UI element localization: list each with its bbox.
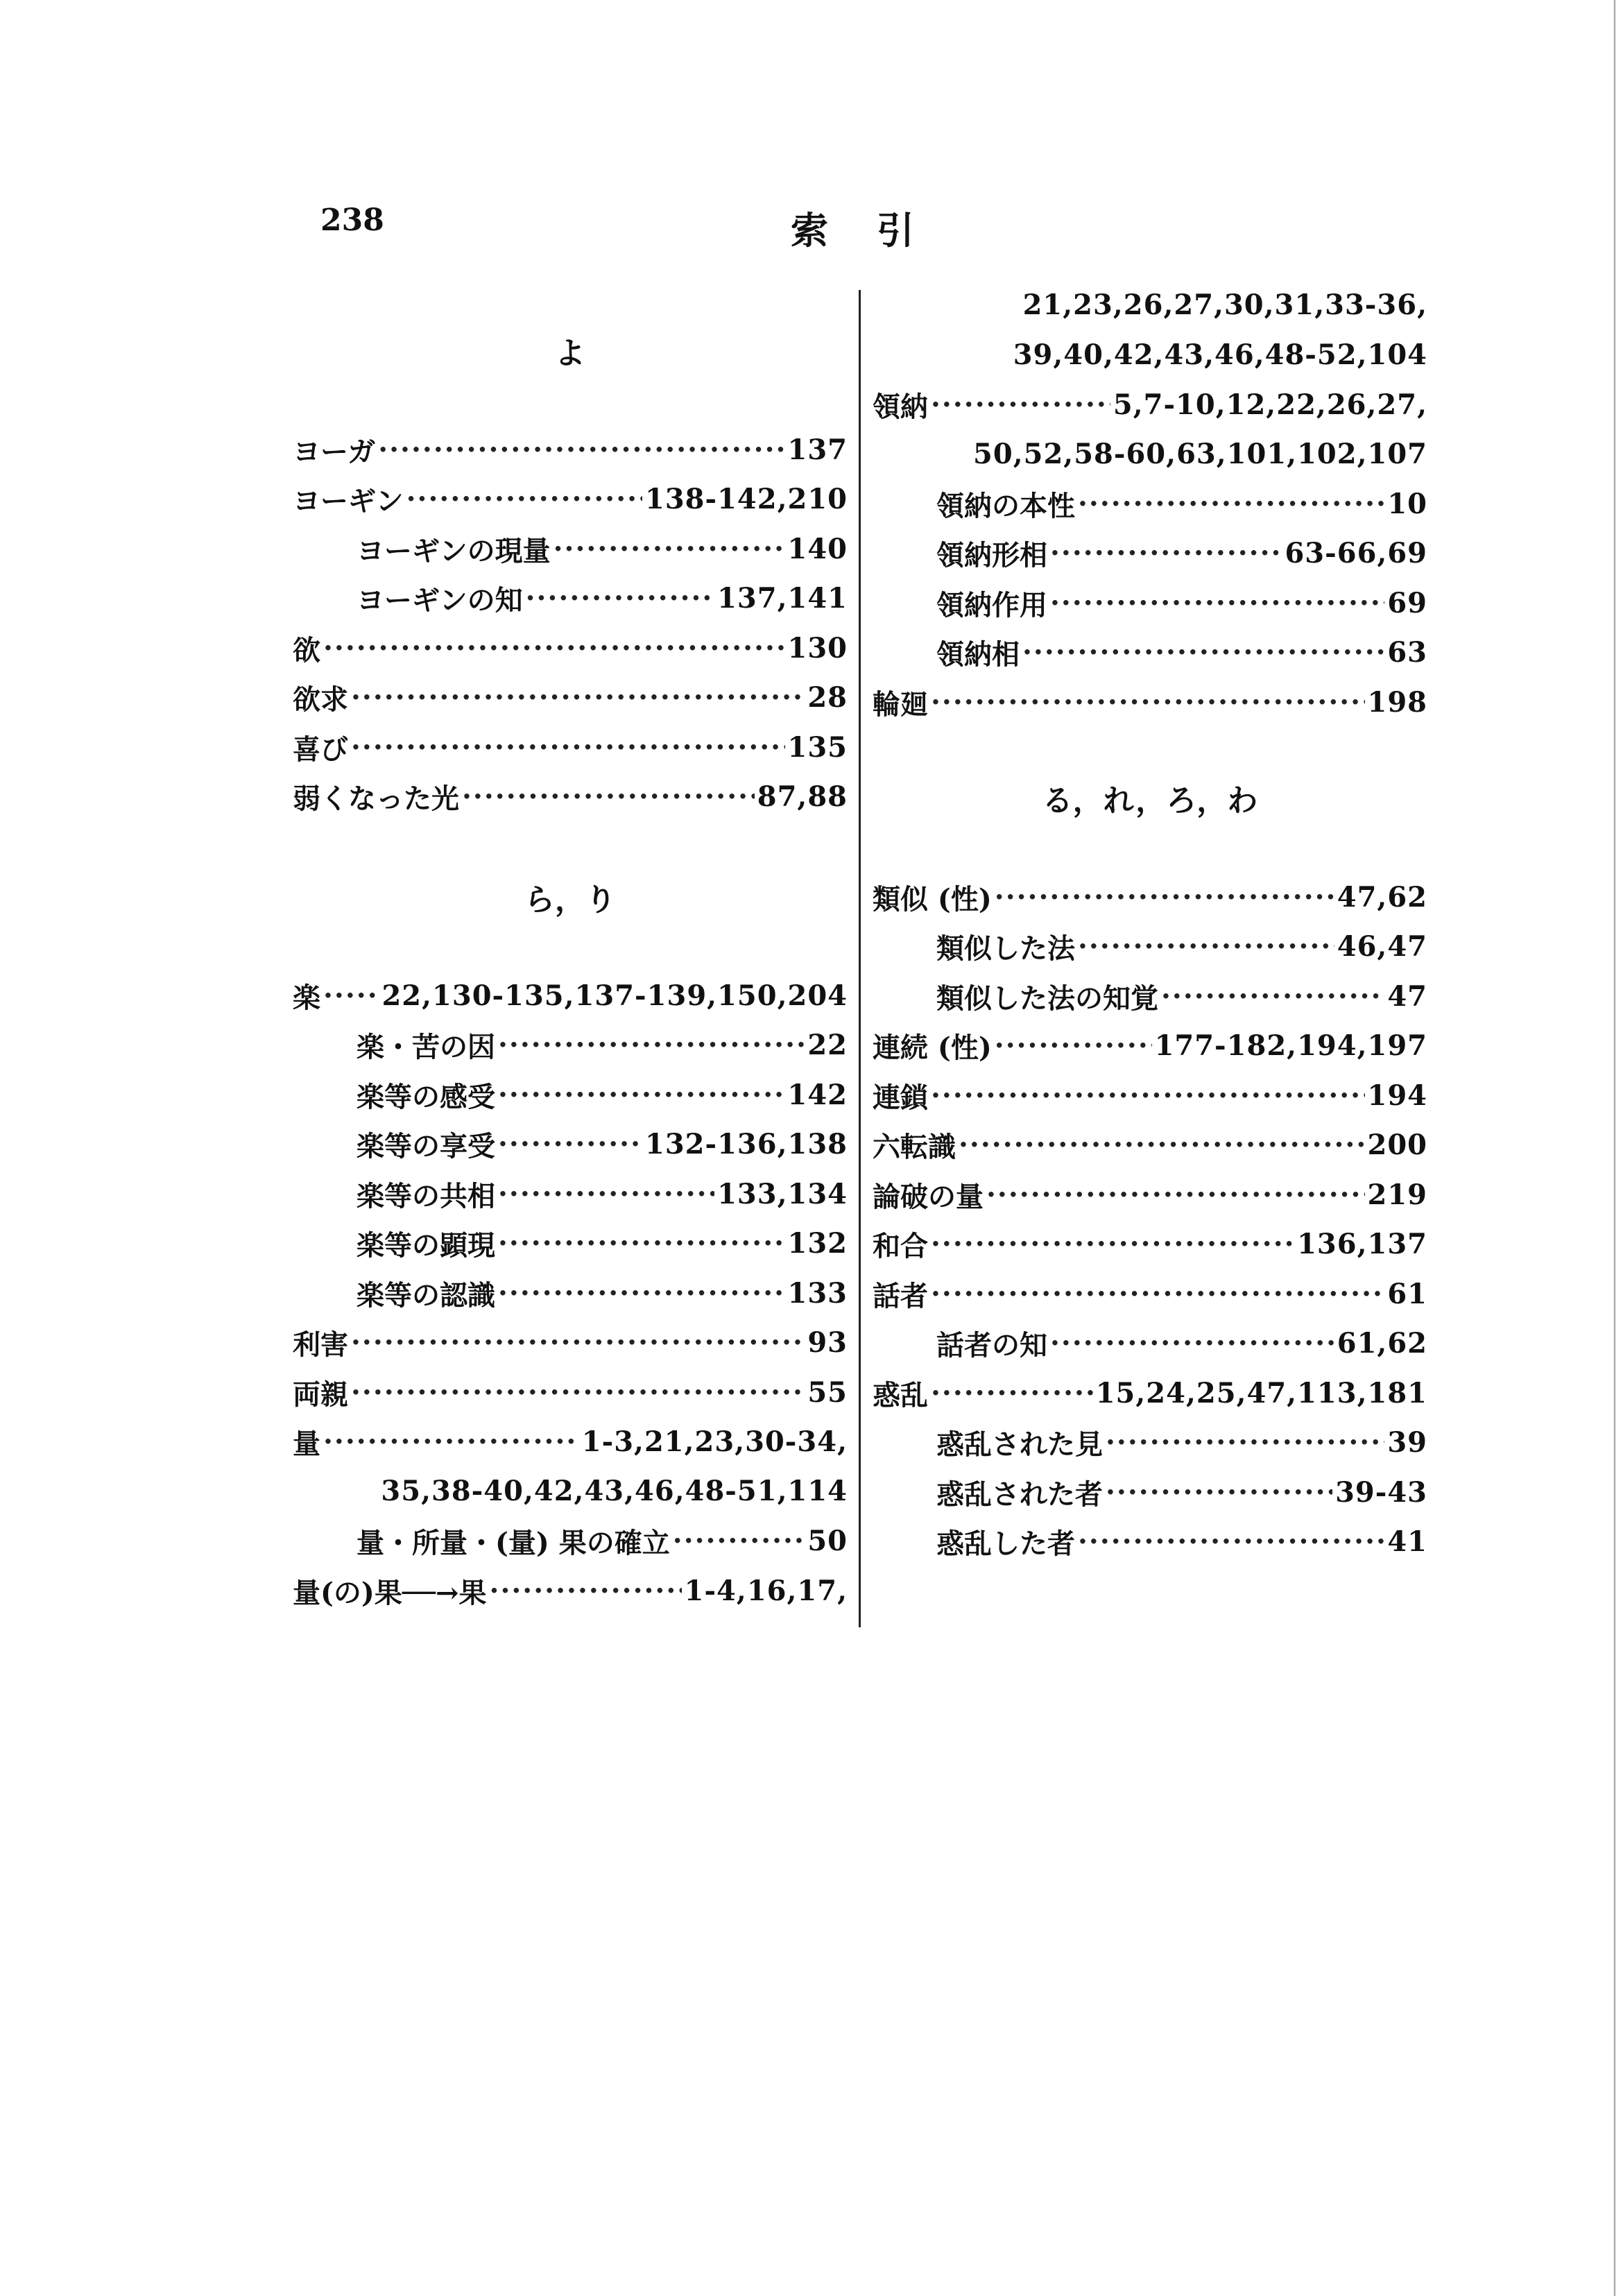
index-pages: 87,88 <box>757 780 848 813</box>
section-heading: る，れ，ろ，わ <box>1042 783 1258 819</box>
leader-dots <box>498 1227 785 1260</box>
index-pages: 46,47 <box>1337 930 1427 963</box>
index-pages: 194 <box>1367 1079 1427 1112</box>
index-subentry <box>293 1075 848 1114</box>
index-pages: 47 <box>1387 979 1427 1013</box>
index-term: 領納形相 <box>936 539 1047 572</box>
index-entry <box>873 385 1427 424</box>
leader-dots <box>351 731 785 764</box>
index-term: 連鎖 <box>873 1081 928 1114</box>
index-pages: 135 <box>787 730 848 764</box>
index-entry <box>293 728 848 766</box>
index-pages: 136,137 <box>1297 1228 1427 1260</box>
index-entry <box>293 628 848 667</box>
index-term: 惑乱された者 <box>936 1477 1103 1511</box>
index-pages: 55 <box>807 1376 848 1409</box>
leader-dots <box>1161 980 1384 1013</box>
index-term: 領納作用 <box>936 588 1047 622</box>
index-pages: 219 <box>1367 1178 1427 1211</box>
index-term: 利害 <box>293 1328 348 1361</box>
index-entry <box>293 678 848 717</box>
index-term: 領納相 <box>936 638 1020 671</box>
index-subentry <box>873 633 1427 672</box>
index-entry <box>293 430 848 469</box>
leader-dots <box>498 1079 785 1111</box>
index-pages: 93 <box>807 1326 848 1359</box>
index-pages: 10 <box>1387 487 1427 520</box>
index-continuation: 35,38-40,42,43,46,48-51,114 <box>381 1475 848 1507</box>
leader-dots <box>323 632 785 665</box>
index-entry <box>293 1571 848 1610</box>
leader-dots <box>351 1326 805 1359</box>
index-pages: 63 <box>1387 636 1427 669</box>
index-subentry <box>293 1274 848 1312</box>
leader-dots <box>498 1178 714 1210</box>
index-term: 連続 (性) <box>873 1031 992 1064</box>
index-pages: 39 <box>1387 1426 1427 1459</box>
index-term: ヨーガ <box>293 435 376 468</box>
index-term: 輪廻 <box>873 687 928 721</box>
index-term: 欲 <box>293 633 320 667</box>
index-pages: 137 <box>787 433 848 466</box>
index-pages: 137,141 <box>717 582 848 615</box>
section-heading: ら，り <box>524 882 616 918</box>
column-divider <box>859 290 861 1627</box>
index-pages: 69 <box>1387 586 1427 619</box>
index-continuation: 39,40,42,43,46,48-52,104 <box>1013 338 1427 371</box>
index-subentry <box>293 1224 848 1263</box>
index-term: 楽等の顕現 <box>357 1229 495 1262</box>
leader-dots <box>931 388 1110 421</box>
index-entry <box>293 778 848 816</box>
index-pages: 132 <box>787 1227 848 1260</box>
index-term: 領納の本性 <box>936 489 1075 522</box>
index-entry <box>293 1373 848 1412</box>
index-entry <box>873 683 1427 721</box>
index-term: 欲求 <box>293 683 348 716</box>
index-term: 六転識 <box>873 1131 956 1163</box>
index-entry <box>873 1373 1427 1412</box>
section-heading: よ <box>555 336 585 371</box>
leader-dots <box>1050 587 1384 619</box>
leader-dots <box>462 780 755 813</box>
index-term: 類似した法 <box>936 932 1075 965</box>
leader-dots <box>498 1277 785 1310</box>
index-entry <box>293 1323 848 1362</box>
index-pages: 1-3,21,23,30-34, <box>581 1425 848 1458</box>
index-term: 話者 <box>873 1279 928 1312</box>
leader-dots <box>1078 488 1384 520</box>
index-entry <box>873 1274 1427 1313</box>
index-pages: 50 <box>807 1525 848 1557</box>
leader-dots <box>1022 636 1384 669</box>
index-entry <box>293 480 848 519</box>
leader-dots <box>1078 930 1334 963</box>
index-pages: 133,134 <box>717 1177 848 1210</box>
index-term: 楽等の享受 <box>357 1130 495 1163</box>
index-term: 楽 <box>293 981 320 1014</box>
index-entry <box>293 976 848 1015</box>
index-subentry <box>873 1324 1427 1363</box>
index-pages: 177-182,194,197 <box>1154 1029 1427 1062</box>
index-term: 量 <box>293 1428 320 1460</box>
index-term: 量(の)果──→果 <box>293 1576 487 1609</box>
index-subentry <box>873 1423 1427 1462</box>
leader-dots <box>959 1129 1365 1161</box>
index-term: 量・所量・(量) 果の確立 <box>357 1527 670 1559</box>
index-pages: 22 <box>807 1029 848 1061</box>
leader-dots <box>931 1377 1093 1410</box>
index-pages: 142 <box>787 1078 848 1111</box>
index-subentry <box>873 1473 1427 1511</box>
leader-dots <box>931 1228 1294 1260</box>
index-term: 楽等の認識 <box>357 1278 495 1312</box>
page-title: 索引 <box>791 208 963 252</box>
index-term: 楽・苦の因 <box>357 1031 495 1063</box>
index-term: ヨーギンの現量 <box>357 534 551 567</box>
leader-dots <box>490 1575 682 1607</box>
index-pages: 5,7-10,12,22,26,27, <box>1113 388 1427 421</box>
index-pages: 133 <box>787 1276 848 1310</box>
index-term: 論破の量 <box>873 1180 984 1213</box>
index-term: 和合 <box>873 1230 928 1262</box>
leader-dots <box>995 1029 1152 1062</box>
index-pages: 39-43 <box>1335 1475 1427 1509</box>
index-continuation: 21,23,26,27,30,31,33-36, <box>1022 289 1427 321</box>
index-term: 領納 <box>873 390 928 423</box>
index-pages: 61 <box>1387 1277 1427 1310</box>
leader-dots <box>673 1525 805 1557</box>
index-term: 惑乱した者 <box>936 1527 1075 1560</box>
index-pages: 200 <box>1367 1129 1427 1161</box>
index-pages: 41 <box>1387 1525 1427 1558</box>
index-entry <box>873 1126 1427 1165</box>
index-subentry <box>873 1523 1427 1561</box>
leader-dots <box>526 582 714 615</box>
page-number: 238 <box>320 203 384 238</box>
leader-dots <box>323 979 379 1012</box>
index-pages: 198 <box>1367 685 1427 719</box>
index-entry <box>293 1423 848 1462</box>
index-term: 楽等の共相 <box>357 1179 495 1213</box>
page-edge-shadow <box>1613 0 1616 2296</box>
leader-dots <box>323 1425 579 1458</box>
index-term: ヨーギン <box>293 485 404 517</box>
leader-dots <box>995 881 1334 914</box>
index-pages: 138-142,210 <box>644 483 848 515</box>
index-term: 弱くなった光 <box>293 782 459 815</box>
index-subentry <box>293 1174 848 1213</box>
leader-dots <box>1106 1476 1332 1509</box>
index-term: 惑乱 <box>873 1378 928 1412</box>
index-pages: 22,130-135,137-139,150,204 <box>381 979 848 1012</box>
index-entry <box>873 1076 1427 1115</box>
index-subentry <box>873 534 1427 573</box>
leader-dots <box>1078 1525 1384 1558</box>
index-entry <box>873 1225 1427 1264</box>
index-subentry <box>293 1522 848 1561</box>
index-term: 楽等の感受 <box>357 1080 495 1113</box>
index-subentry <box>293 529 848 568</box>
index-subentry <box>873 927 1427 966</box>
index-pages: 63-66,69 <box>1285 537 1427 569</box>
index-entry <box>873 1027 1427 1065</box>
leader-dots <box>553 533 785 565</box>
index-term: 話者の知 <box>936 1329 1047 1362</box>
index-entry <box>873 877 1427 916</box>
index-subentry <box>293 1125 848 1164</box>
leader-dots <box>1050 537 1282 569</box>
index-term: 類似した法の知覚 <box>936 982 1158 1015</box>
index-subentry <box>873 977 1427 1016</box>
leader-dots <box>351 681 805 714</box>
leader-dots <box>986 1179 1365 1211</box>
leader-dots <box>406 483 642 515</box>
index-term: 惑乱された見 <box>936 1428 1103 1461</box>
index-pages: 130 <box>787 631 848 665</box>
index-subentry <box>873 484 1427 523</box>
index-term: 両親 <box>293 1378 348 1411</box>
index-subentry <box>293 1026 848 1065</box>
index-pages: 28 <box>807 681 848 714</box>
leader-dots <box>498 1128 642 1160</box>
index-term: 喜び <box>293 733 348 766</box>
leader-dots <box>1106 1426 1384 1459</box>
index-term: 類似 (性) <box>873 882 992 916</box>
index-entry <box>873 1175 1427 1214</box>
leader-dots <box>931 1079 1365 1112</box>
leader-dots <box>931 1278 1384 1310</box>
leader-dots <box>498 1029 805 1061</box>
index-subentry <box>873 583 1427 622</box>
leader-dots <box>351 1376 805 1409</box>
leader-dots <box>1050 1327 1334 1360</box>
index-term: ヨーギンの知 <box>357 584 523 617</box>
index-continuation: 50,52,58-60,63,101,102,107 <box>973 437 1427 470</box>
index-pages: 132-136,138 <box>644 1128 848 1160</box>
index-pages: 1-4,16,17, <box>684 1574 848 1607</box>
index-pages: 61,62 <box>1337 1327 1427 1360</box>
leader-dots <box>378 434 784 466</box>
index-pages: 140 <box>787 532 848 565</box>
index-pages: 15,24,25,47,113,181 <box>1095 1376 1427 1410</box>
index-pages: 47,62 <box>1337 880 1427 914</box>
leader-dots <box>931 686 1365 719</box>
index-subentry <box>293 579 848 618</box>
